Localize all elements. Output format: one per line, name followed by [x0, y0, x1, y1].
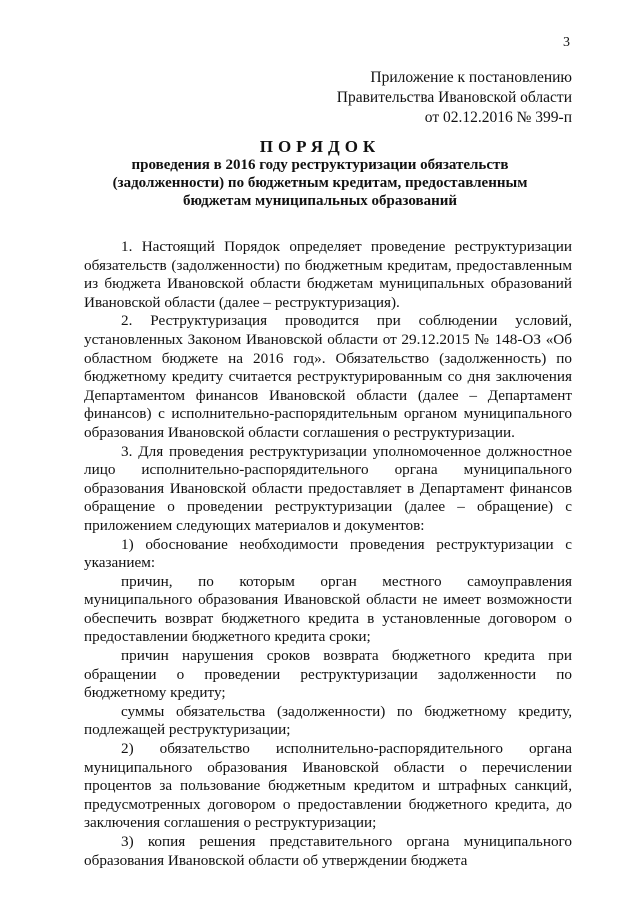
- appendix-line-1: Приложение к постановлению: [370, 69, 572, 86]
- paragraph-3-item-2: 2) обязательство исполнительно-распорядительного органа муниципального образования Ивановской области о перечислении процентов за пользование бюджетным кредитом и штрафных санкций, предусмотренных договором о предоставлении бюджетного кредита, до заключения соглашения о реструктуризации;: [84, 740, 572, 832]
- paragraph-3-item-3: 3) копия решения представительного органа муниципального образования Ивановской области об утверждении бюджета: [84, 833, 572, 869]
- document-title: ПОРЯДОК: [259, 137, 381, 156]
- paragraph-3-item-1-c: суммы обязательства (задолженности) по бюджетному кредиту, подлежащей реструктуризации;: [84, 702, 572, 739]
- paragraph-3-item-1-a: причин, по которым орган местного самоуправления муниципального образования Ивановской области не имеет возможности обеспечить возврат бюджетного кредита в установленные договором о предоставлении бюджетного кредита сроки;: [84, 572, 572, 646]
- page-number: 3: [563, 35, 570, 50]
- paragraph-3: 3. Для проведения реструктуризации уполномоченное должностное лицо исполнительно-распорядительного органа муниципального образования Ивановской области предоставляет в Департамент финансов обращение о проведении реструктуризации (далее – обращение) с приложением следующих материалов и документов:: [84, 442, 572, 534]
- document-body: [84, 238, 572, 870]
- paragraph-3-item-1-b: причин нарушения сроков возврата бюджетного кредита при обращении о проведении реструктуризации задолженности по бюджетному кредиту;: [84, 647, 572, 702]
- appendix-header: [272, 68, 572, 128]
- paragraph-3-item-1: 1) обоснование необходимости проведения реструктуризации с указанием:: [84, 535, 572, 572]
- appendix-line-3: от 02.12.2016 № 399-п: [424, 109, 572, 126]
- appendix-line-2: Правительства Ивановской области: [336, 89, 572, 106]
- paragraph-1: 1. Настоящий Порядок определяет проведение реструктуризации обязательств (задолженности) по бюджетным кредитам, предоставленным из бюджета Ивановской области бюджетам муниципальных образований Ивановской области (далее – реструктуризация).: [84, 238, 572, 311]
- document-subtitle: проведения в 2016 году реструктуризации обязательств (задолженности) по бюджетным кредитам, предоставленным бюджетам муниципальных образований: [112, 157, 528, 209]
- paragraph-2: 2. Реструктуризация проводится при соблюдении условий, установленных Законом Ивановской области от 29.12.2015 № 148-ОЗ «Об областном бюджете на 2016 год». Обязательство (задолженность) по бюджетному кредиту считается реструктурированным со дня заключения Департаментом финансов Ивановской области (далее – Департамент финансов) с исполнительно-распорядительным органом муниципального образования Ивановской области соглашения о реструктуризации.: [84, 312, 572, 441]
